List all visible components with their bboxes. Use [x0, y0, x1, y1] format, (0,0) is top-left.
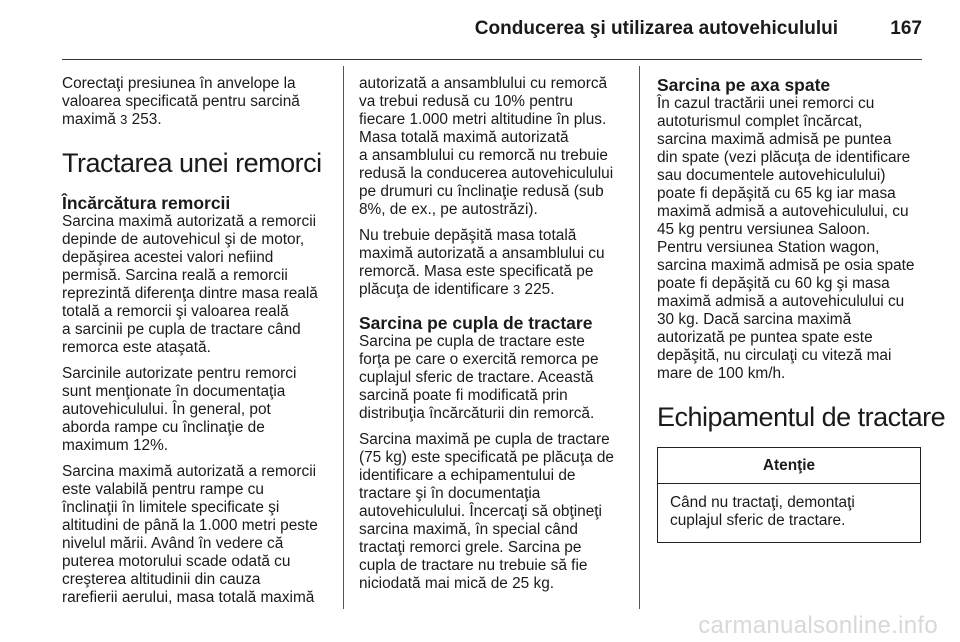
text-line: pe drumuri cu înclinaţie redusă (sub [359, 183, 604, 200]
text-line: din spate (vezi plăcuţa de identificare [657, 149, 911, 166]
text-line: Când nu tractaţi, demontaţi [670, 494, 855, 511]
text-line: rarefierii aerului, masa totală maximă [62, 589, 315, 606]
column-1 [62, 75, 337, 615]
text-line: Masa totală maximă autorizată [359, 129, 569, 146]
text-line: autorizată pe puntea spate este [657, 329, 873, 346]
text-line: cuplajul sferic de tractare. Această [359, 369, 594, 386]
text-line: remorcă. Masa este specificată pe [359, 263, 594, 280]
column-divider-1 [343, 66, 344, 609]
text-line: identificare a echipamentului de [359, 467, 576, 484]
text-line: Sarcinile autorizate pentru remorci [62, 365, 297, 382]
section-heading-trailer-towing: Tractarea unei remorci [62, 148, 322, 178]
text-line: 45 kg pentru versiunea Saloon. [657, 221, 871, 238]
text-line: sarcina maximă, în special când [359, 521, 578, 538]
text-line: Sarcina maximă autorizată a remorcii [62, 463, 317, 480]
watermark: carmanualsonline.info [698, 612, 938, 639]
text-line: depăşită, nu circulaţi cu viteză mai [657, 347, 892, 364]
text-line: sarcina maximă admisă pe osia spate [657, 257, 915, 274]
paragraph [62, 365, 337, 455]
subheading-trailer-load: Încărcătura remorcii [62, 193, 231, 213]
text-line: maximă admisă a autovehiculului, cu [657, 203, 909, 220]
paragraph [359, 333, 627, 423]
page-number: 167 [890, 18, 922, 39]
text-line: Sarcina maximă autorizată a remorcii [62, 213, 317, 230]
text-line: autovehiculului. În general, pot [62, 401, 271, 418]
header-title: Conducerea şi utilizarea autovehiculului [474, 18, 838, 39]
paragraph [359, 75, 627, 219]
text-line: Corectaţi presiunea în anvelope la [62, 75, 296, 92]
text-line: sau documentele autovehiculului) [657, 167, 886, 184]
text-line: Sarcina pe cupla de tractare este [359, 333, 585, 350]
page-reference-link[interactable]: 225. [520, 281, 555, 298]
header-divider [62, 59, 922, 60]
text-fragment: plăcuţa de identificare [359, 281, 514, 298]
column-3 [657, 75, 946, 543]
text-line: sarcină poate fi modificată prin [359, 387, 568, 404]
text-line: aborda rampe cu înclinaţie de [62, 419, 265, 436]
text-line: sarcina maximă admisă pe puntea [657, 131, 892, 148]
warning-title: Atenţie [658, 448, 920, 484]
text-line: depăşirea acestei valori nefiind [62, 249, 274, 266]
text-line [62, 111, 337, 129]
paragraph [62, 463, 337, 607]
text-line: tractaţi remorci grele. Sarcina pe [359, 539, 582, 556]
paragraph [657, 95, 925, 383]
text-line: va trebui redusă cu 10% pentru [359, 93, 573, 110]
text-line: autorizată a ansamblului cu remorcă [359, 75, 608, 92]
text-line: nivelul mării. Având în vedere că [62, 535, 284, 552]
text-line: este valabilă pentru rampe cu [62, 481, 264, 498]
paragraph [62, 213, 337, 357]
text-line: Pentru versiunea Station wagon, [657, 239, 880, 256]
warning-box [657, 447, 921, 543]
text-line: remorca este ataşată. [62, 339, 211, 356]
page-reference-arrow-icon: 3 [120, 112, 128, 127]
column-divider-2 [639, 66, 640, 609]
text-line: fiecare 1.000 metri altitudine în plus. [359, 111, 607, 128]
warning-body [658, 484, 920, 542]
text-line: tractare şi în documentaţia [359, 485, 541, 502]
text-line: maximă autorizată a ansamblului cu [359, 245, 605, 262]
text-line: maximă admisă a autovehiculului cu [657, 293, 905, 310]
text-line: poate fi depăşită cu 65 kg iar masa [657, 185, 896, 202]
paragraph [359, 227, 627, 299]
text-line: autovehiculului. Încercaţi să obţineţi [359, 503, 602, 520]
text-line: 8%, de ex., pe autostrăzi). [359, 201, 538, 218]
intro-paragraph [62, 75, 337, 129]
text-line: redusă la conducerea autovehiculului [359, 165, 614, 182]
text-line: Sarcina maximă pe cupla de tractare [359, 431, 610, 448]
text-line: cupla de tractare nu trebuie să fie [359, 557, 588, 574]
text-line: autoturismul complet încărcat, [657, 113, 863, 130]
text-line: maximum 12%. [62, 437, 169, 454]
text-line: a ansamblului cu remorcă nu trebuie [359, 147, 608, 164]
text-line: niciodată mai mică de 25 kg. [359, 575, 555, 592]
subheading-rear-axle-load: Sarcina pe axa spate [657, 75, 831, 95]
text-line: cuplajul sferic de tractare. [670, 512, 846, 529]
text-line: Nu trebuie depăşită masa totală [359, 227, 577, 244]
text-line: 30 kg. Dacă sarcina maximă [657, 311, 852, 328]
text-line: totală a remorcii şi valoarea reală [62, 303, 289, 320]
text-line: altitudini de până la 1.000 metri peste [62, 517, 318, 534]
text-line: depinde de autovehicul şi de motor, [62, 231, 305, 248]
column-2 [359, 75, 627, 601]
page-reference-link[interactable]: 253. [127, 111, 162, 128]
text-fragment: maximă [62, 111, 121, 128]
text-line: În cazul tractării unei remorci cu [657, 95, 875, 112]
page-reference-arrow-icon: 3 [513, 282, 521, 297]
text-line: permisă. Sarcina reală a remorcii [62, 267, 288, 284]
text-line: înclinaţii în limitele specificate şi [62, 499, 280, 516]
text-line: sunt menţionate în documentaţia [62, 383, 286, 400]
section-heading-towing-equipment: Echipamentul de tractare [657, 402, 946, 432]
page-header [0, 0, 960, 60]
text-line: puterea motorului scade odată cu [62, 553, 291, 570]
text-line [359, 281, 627, 299]
subheading-coupling-load: Sarcina pe cupla de tractare [359, 313, 593, 333]
text-line: reprezintă diferenţa dintre masa reală [62, 285, 318, 302]
text-line: a sarcinii pe cupla de tractare când [62, 321, 301, 338]
text-line: distribuţia încărcăturii din remorcă. [359, 405, 595, 422]
paragraph [359, 431, 627, 593]
text-line: poate fi depăşită cu 60 kg şi masa [657, 275, 890, 292]
text-line: mare de 100 km/h. [657, 365, 786, 382]
text-line: forţa pe care o exercită remorca pe [359, 351, 599, 368]
text-line: creşterea altitudinii din cauza [62, 571, 261, 588]
text-line: valoarea specificată pentru sarcină [62, 93, 300, 110]
text-line: (75 kg) este specificată pe plăcuţa de [359, 449, 614, 466]
